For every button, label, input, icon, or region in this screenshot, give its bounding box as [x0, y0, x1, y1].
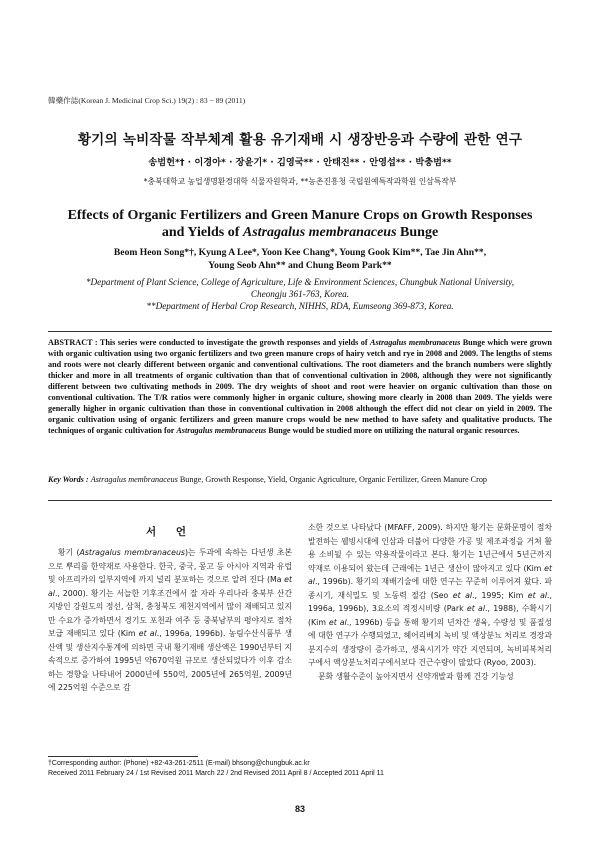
- keywords-text: Bunge, Growth Response, Yield, Organic Agriculture, Organic Fertilizer, Green Manure Crop: [177, 475, 488, 484]
- text: ., 2000). 황기는 서늘한 기후조건에서 잘 자라 우리나라 충북부 산간지방인 강원도의 정선, 삼척, 충청북도 제천지역에서 많이 재배되고 있지만 수요가 증가하면서 경기도 포천과 여주 등 중북남부의 평야지로 점차 보급 재배되고 있다 (Kim: [48, 588, 292, 638]
- english-affiliation: [58, 276, 542, 312]
- right-column: [308, 521, 552, 683]
- abstract-top-rule: [48, 331, 552, 332]
- affiliation-1a: *Department of Plant Science, College of Agriculture, Life & Environment Sciences, Chungbuk National University,: [85, 277, 515, 287]
- keywords-label: Key Words :: [48, 475, 91, 484]
- text: )는 두과에 속하는 다년생 초본으로 뿌리를 한약재로 사용한다. 한국, 중국, 몽고 등 아시아 지역과 유럽 및 아프리카의 일부지역에 까지 널리 분포하는 것으로 알려 진다 (Ma: [48, 548, 292, 584]
- abstract: [48, 337, 552, 436]
- et-al: et al: [138, 629, 157, 638]
- text: 황기 (: [58, 548, 80, 557]
- abstract-text: Bunge which were grown with organic cultivation using two organic fertilizers and two green manure crops of hairy vetch and rye in 2008 and 2009. The lengths of stems and roots were not clearly different between organic and conventional cultivations. The root diameters and the branch numbers were slightly thicker and more in all treatments of organic cultivation than that of conventional cultivation in 2008, although they were not significantly different between two cultivating methods in 2009. The dry weights of shoot and root were heavier on organic cultivation than those on conventional cultivation. The T/R ratios were commonly higher in organic culture, showing more clearly in 2008 than 2009. The yields were generally higher in organic cultivation than those in conventional cultivation in 2008 although the effect did not clear on yield in 2009. The organic cultivation using of organic fertilizers and green manure crops would be new method to have safety and qualitative products. The techniques of organic cultivation for: [48, 338, 552, 435]
- abstract-species: Astragalus membranaceus: [370, 338, 461, 347]
- english-authors-line1: Beom Heon Song*†, Kyung A Lee*, Yoon Kee Chang*, Young Gook Kim**, Tae Jin Ahn**,: [113, 247, 487, 258]
- korean-affiliation: *충북대학교 농업생명환경대학 식물자원학과, **농촌진흥청 국립원예특작과학원 인삼특작부: [143, 177, 457, 186]
- section-heading: 서 언: [146, 526, 194, 538]
- received-dates: Received 2011 February 24 / 1st Revised 2011 March 22 / 2nd Revised 2011 April 8 / Accepted 2011 April 11: [48, 770, 384, 777]
- korean-title: 황기의 녹비작물 작부체계 활용 유기재배 시 생장반응과 수량에 관한 연구: [77, 132, 523, 148]
- english-title: [0, 207, 600, 241]
- keywords: [48, 474, 552, 485]
- text: ., 1995; Kim: [472, 590, 528, 600]
- footnote: [48, 759, 552, 779]
- text: ., 1996b) 등을 통해 황기의 년차간 생육, 수량성 및 품질성에 대한 연구가 수행되었고, 헤어리베치 녹비 및 액상분뇨 처리로 경장과 분지수의 생장량이 증가하고, 생육시기가 약간 지연되며, 녹비피복처리구에서 액상분뇨처리구에서보다 건근수량이 많았다 (Ryoo, 2003).: [308, 617, 552, 667]
- abstract-species: Astragalus membranaceus: [176, 426, 267, 435]
- paragraph: 문화 생활수준이 높아지면서 신약개발과 함께 건강 기능성: [318, 671, 514, 681]
- et-al: et al: [328, 617, 347, 627]
- abstract-text: Bunge would be studied more on utilizing the natural organic resources.: [266, 426, 520, 435]
- text: ., 1996a, 1996b), 3요소의 적정시비량 (Park: [308, 590, 553, 613]
- et-al: et al: [527, 590, 548, 600]
- journal-header: 韓藥作誌(Korean J. Medicinal Crop Sci.) 19(2) : 83 − 89 (2011): [48, 96, 246, 105]
- english-title-line2: [0, 224, 600, 241]
- abstract-label: ABSTRACT :: [48, 338, 100, 347]
- text: ., 1996a, 1996b). 농림수산식품부 생산액 및 생산지수통계에 의하면 국내 황기재배 생산액은 1990년부터 지속적으로 증가하여 1995년 약670억원 규모로 생산되었다가 이후 감소하는 경향을 나타내어 2000년에 550억, 2005년에 265억원, 2009년에 225억원 수준으로 감: [48, 629, 292, 692]
- corresponding-author: †Corresponding author: (Phone) +82-43-261-2511 (E-mail) bhsong@chungbuk.ac.kr: [48, 760, 310, 767]
- text: 소한 것으로 나타났다 (MFAFF, 2009). 하지만 황기는 문화문명이 점차 발전하는 웰빙시대에 인삼과 더불어 다양한 가공 및 제조과정을 거쳐 활용 소비될 수 있는 약용작물이라고 본다. 황기는 1년근에서 5년근까지 약재로 이용되어 왔는데 근래에는 1년근 생산이 많아지고 있다 (Kim: [308, 523, 552, 573]
- abstract-text: This series were conducted to investigate the growth responses and yields of: [99, 338, 371, 347]
- korean-authors: 송범헌*† · 이경아* · 장윤기* · 김영국** · 안태진** · 안영섭** · 박충범**: [148, 157, 452, 168]
- text: ., 1996b). 황기의 재배기술에 대한 연구는 꾸준히 이루어져 왔다. 파종시기, 재식밀도 및 노동력 절감 (Seo: [308, 577, 552, 600]
- english-title-line1: Effects of Organic Fertilizers and Green Manure Crops on Growth Responses: [67, 208, 533, 223]
- et-al: et al: [48, 575, 292, 598]
- english-authors-line2: Young Seob Ahn** and Chung Beom Park**: [208, 260, 392, 271]
- keywords-species: Astragalus membranaceus: [90, 475, 178, 484]
- abstract-bottom-rule: [48, 500, 552, 501]
- paragraph: [48, 546, 292, 695]
- title-text: Bunge: [396, 225, 439, 240]
- et-al: et al: [452, 590, 473, 600]
- english-authors: [0, 246, 600, 272]
- left-column: [48, 546, 292, 695]
- paragraph: [308, 521, 552, 670]
- affiliation-1b: Cheongju 361-763, Korea.: [250, 289, 350, 299]
- title-species: Astragalus membranaceus: [242, 225, 397, 240]
- footnote-rule: [48, 756, 198, 757]
- et-al: et al: [466, 604, 485, 613]
- species: Astragalus membranaceus: [79, 548, 185, 557]
- title-text: and Yields of: [161, 225, 243, 240]
- page-number: 83: [294, 804, 305, 814]
- affiliation-2: **Department of Herbal Crop Research, NIHHS, RDA, Eumseong 369-873, Korea.: [146, 301, 454, 311]
- text: ., 1988), 수확시기 (Kim: [308, 604, 552, 627]
- et-al: et al: [308, 563, 552, 586]
